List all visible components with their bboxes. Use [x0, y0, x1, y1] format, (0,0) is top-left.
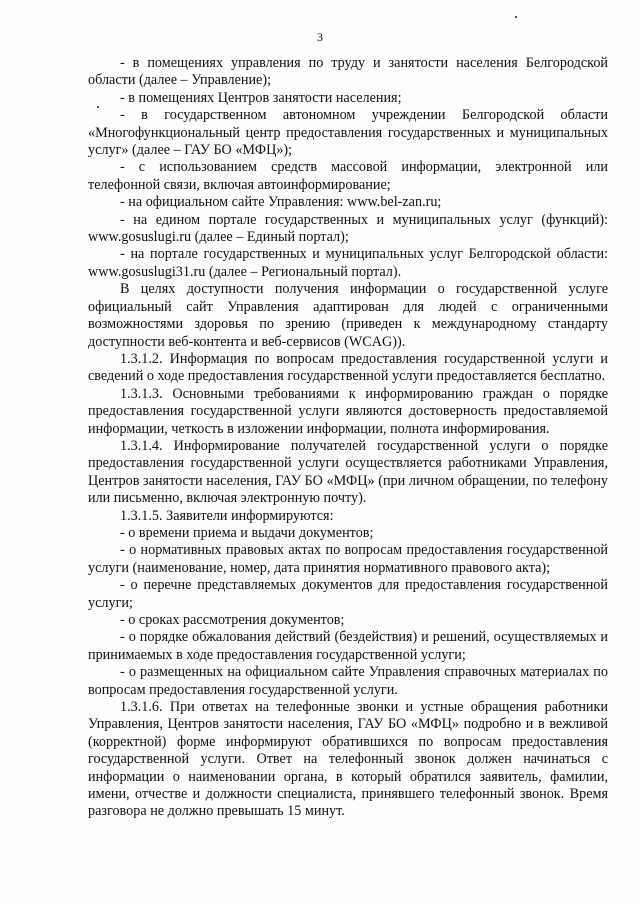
- paragraph-4: - с использованием средств массовой информации, электронной или телефонной связи, включая автоинформирование;: [88, 159, 608, 193]
- paragraph-16: - о сроках рассмотрения документов;: [120, 612, 345, 628]
- paragraph-19: 1.3.1.6. При ответах на телефонные звонки и устные обращения работники Управления, Центров занятости населения, ГАУ БО «МФЦ» подробно и в вежливой (корректной) форме информируют обратившихся по вопросам предоставления государственной услуги. Ответ на телефонный звонок должен начинаться с информации о наименовании органа, в который обратился заявитель, фамилии, имени, отчестве и должности специалиста, принявшего телефонный звонок. Время разговора не должно превышать 15 минут.: [88, 699, 608, 820]
- scan-speck: [515, 16, 517, 18]
- paragraph-12: 1.3.1.5. Заявители информируются:: [120, 507, 334, 524]
- paragraph-13: - о времени приема и выдачи документов;: [120, 524, 374, 541]
- paragraph-1: - в помещениях управления по труду и занятости населения Белгородской области (далее – Управление);: [88, 55, 608, 89]
- paragraph-6: - на едином портале государственных и муниципальных услуг (функций): www.gosuslugi.ru (далее – Единый портал);: [88, 211, 608, 246]
- paragraph-5: - на официальном сайте Управления: www.bel-zan.ru;: [120, 194, 442, 211]
- paragraph-18: - о размещенных на официальном сайте Управления справочных материалах по вопросам предоставления государственной услуги.: [88, 664, 608, 698]
- paragraph-17: - о порядке обжалования действий (бездействия) и решений, осуществляемых и принимаемых в ходе предоставления государственной услуги;: [88, 629, 608, 663]
- paragraph-15: - о перечне представляемых документов для предоставления государственной услуги;: [88, 577, 608, 611]
- paragraph-9: 1.3.1.2. Информация по вопросам предоставления государственной услуги и сведений о ходе предоставления государственной услуги предоставляется бесплатно.: [88, 350, 608, 385]
- paragraph-14: - о нормативных правовых актах по вопросам предоставления государственной услуги (наименование, номер, дата принятия нормативного правового акта);: [88, 542, 608, 576]
- document-body: [88, 55, 608, 821]
- paragraph-8: В целях доступности получения информации о государственной услуге официальный сайт Управления адаптирован для людей с ограниченными возможностями здоровья по зрению (приведен к международному стандарту доступности веб-контента и веб-сервисов (WCAG)).: [88, 281, 608, 350]
- paragraph-10: 1.3.1.3. Основными требованиями к информированию граждан о порядке предоставления государственной услуги являются достоверность предоставляемой информации, четкость в изложении информации, полнота информирования.: [88, 385, 608, 437]
- paragraph-7: - на портале государственных и муниципальных услуг Белгородской области: www.gosuslugi31.ru (далее – Региональный портал).: [88, 246, 608, 280]
- page-number: 3: [317, 30, 323, 44]
- scan-speck: [97, 106, 99, 108]
- paragraph-2: - в помещениях Центров занятости населения;: [120, 89, 402, 106]
- paragraph-11: 1.3.1.4. Информирование получателей государственной услуги о порядке предоставления государственной услуги осуществляется работниками Управления, Центров занятости населения, ГАУ БО «МФЦ» (при личном обращении, по телефону или письменно, включая электронную почту).: [88, 437, 608, 507]
- paragraph-3: - в государственном автономном учреждении Белгородской области «Многофункциональный центр предоставления государственных и муниципальных услуг» (далее – ГАУ БО «МФЦ»);: [88, 107, 608, 159]
